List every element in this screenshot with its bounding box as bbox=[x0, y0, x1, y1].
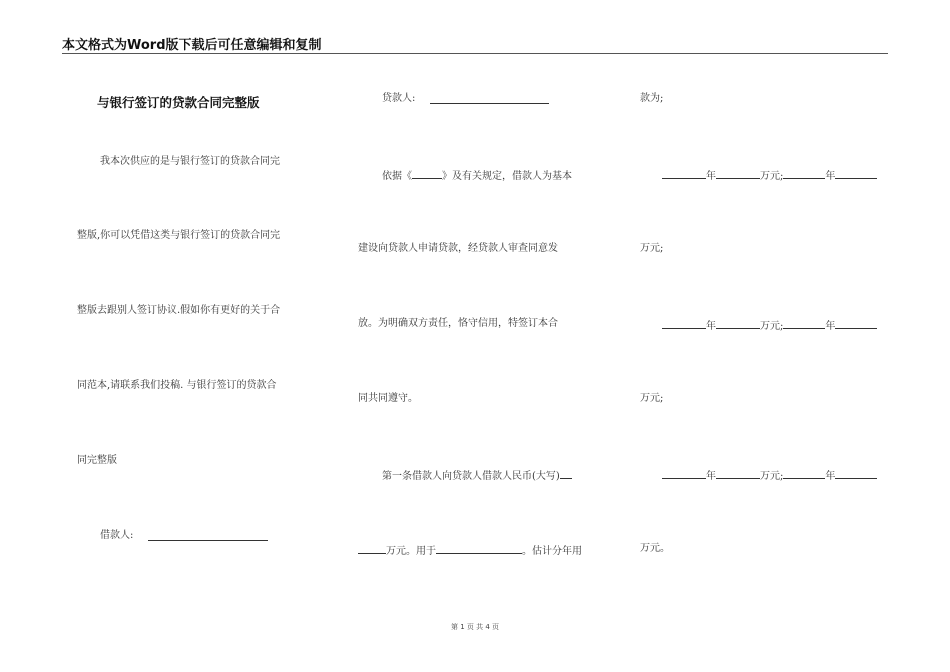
lender-blank[interactable] bbox=[430, 103, 549, 104]
basis-line bbox=[382, 168, 572, 183]
body-line-2: 建设向贷款人申请贷款，经贷款人审查同意发 bbox=[358, 243, 558, 254]
schedule-wan-2: 万元; bbox=[640, 393, 664, 404]
schedule-row-1 bbox=[662, 168, 877, 183]
schedule-wan-final: 万元。 bbox=[640, 543, 670, 554]
body-line-4: 同共同遵守。 bbox=[358, 393, 418, 404]
usage-blank[interactable] bbox=[436, 543, 522, 554]
amount-blank[interactable] bbox=[835, 168, 877, 179]
article-one-line bbox=[382, 468, 572, 483]
amount-blank[interactable] bbox=[716, 318, 760, 329]
header-divider bbox=[62, 53, 888, 54]
year-blank[interactable] bbox=[783, 318, 825, 329]
intro-line-5: 同完整版 bbox=[77, 455, 117, 466]
page-header bbox=[62, 34, 888, 54]
year-blank[interactable] bbox=[662, 468, 706, 479]
wan-yuan-label: 万元; bbox=[760, 321, 784, 332]
basis-prefix: 依据《 bbox=[382, 171, 412, 182]
borrower-blank[interactable] bbox=[148, 540, 268, 541]
year-blank[interactable] bbox=[662, 318, 706, 329]
intro-line-2: 整版,你可以凭借这类与银行签订的贷款合同完 bbox=[77, 230, 281, 241]
year-label: 年 bbox=[706, 471, 716, 482]
document-title: 与银行签订的贷款合同完整版 bbox=[97, 95, 260, 110]
usage-wan: 万元。用于 bbox=[386, 546, 436, 557]
intro-line-3: 整版去跟别人签订协议.假如你有更好的关于合 bbox=[77, 305, 281, 316]
amount-blank[interactable] bbox=[560, 468, 572, 479]
amount-blank[interactable] bbox=[835, 468, 877, 479]
year-blank[interactable] bbox=[783, 468, 825, 479]
usage-line bbox=[358, 543, 582, 558]
basis-blank[interactable] bbox=[412, 168, 442, 179]
lender-label: 贷款人: bbox=[382, 93, 416, 104]
year-label: 年 bbox=[825, 471, 836, 482]
year-label: 年 bbox=[706, 321, 716, 332]
year-label: 年 bbox=[825, 321, 836, 332]
schedule-row-2 bbox=[662, 318, 877, 333]
intro-line-1: 我本次供应的是与银行签订的贷款合同完 bbox=[100, 156, 280, 167]
amount-blank[interactable] bbox=[835, 318, 877, 329]
page-number: 第 1 页 共 4 页 bbox=[450, 623, 500, 631]
year-label: 年 bbox=[706, 171, 716, 182]
article-one-text: 第一条借款人向贷款人借款人民币(大写) bbox=[382, 471, 560, 482]
year-label: 年 bbox=[825, 171, 836, 182]
year-blank[interactable] bbox=[662, 168, 706, 179]
amount-wan-blank[interactable] bbox=[358, 543, 386, 554]
col3-line-1: 款为; bbox=[640, 93, 664, 104]
amount-blank[interactable] bbox=[716, 168, 760, 179]
wan-yuan-label: 万元; bbox=[760, 171, 784, 182]
amount-blank[interactable] bbox=[716, 468, 760, 479]
body-line-3: 放。为明确双方责任，恪守信用，特签订本合 bbox=[358, 318, 558, 329]
schedule-wan-1: 万元; bbox=[640, 243, 664, 254]
wan-yuan-label: 万元; bbox=[760, 471, 784, 482]
header-title: 本文格式为Word版下载后可任意编辑和复制 bbox=[62, 38, 322, 53]
basis-suffix: 》及有关规定，借款人为基本 bbox=[442, 171, 572, 182]
borrower-label: 借款人: bbox=[100, 530, 134, 541]
schedule-row-3 bbox=[662, 468, 877, 483]
usage-tail: 。估计分年用 bbox=[522, 546, 582, 557]
intro-line-4: 同范本,请联系我们投稿. 与银行签订的贷款合 bbox=[77, 380, 277, 391]
year-blank[interactable] bbox=[783, 168, 825, 179]
